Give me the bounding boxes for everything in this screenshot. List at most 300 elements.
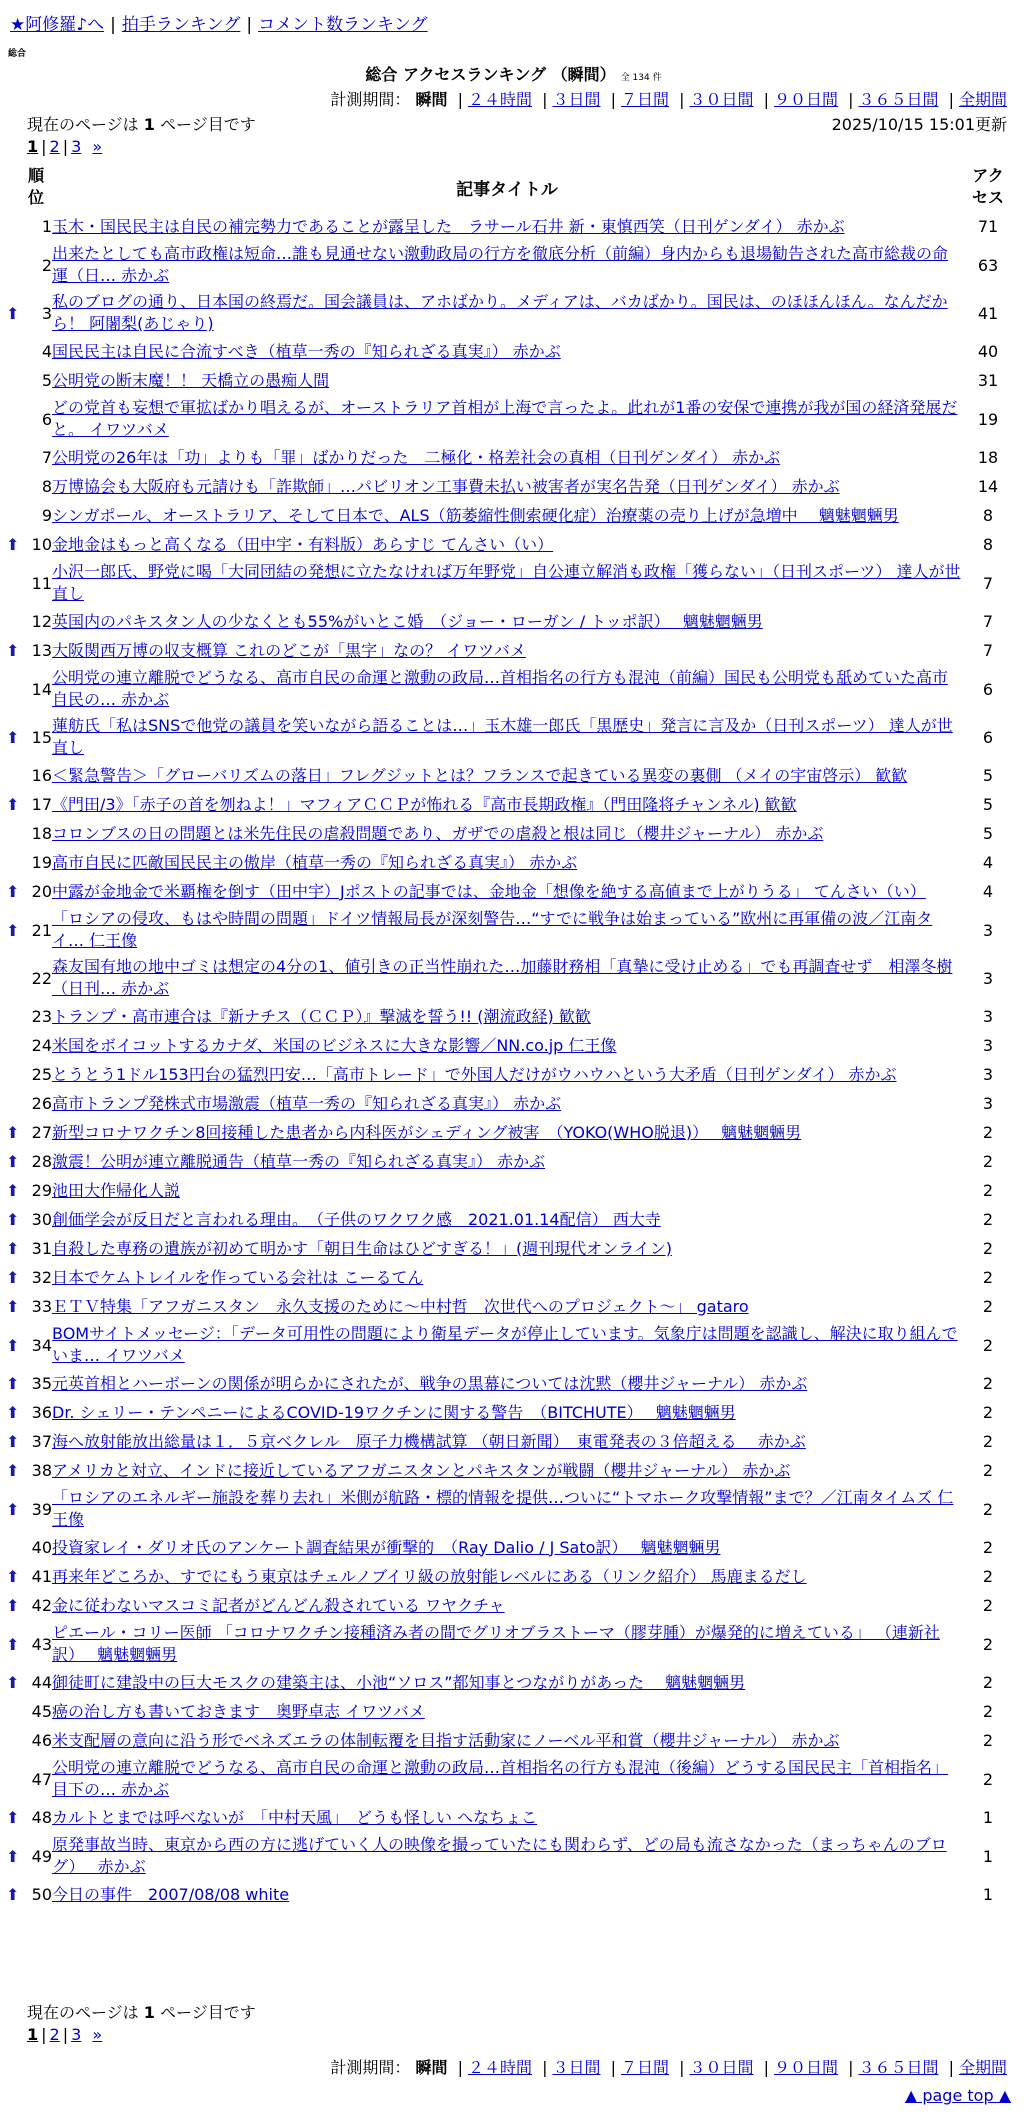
rank-up-arrow-icon: ⬆ bbox=[6, 1885, 20, 1904]
access-count: 3 bbox=[982, 1007, 994, 1026]
rank-change-cell bbox=[6, 1620, 20, 1668]
table-row bbox=[6, 443, 1014, 472]
period-link-30d[interactable]: ３０日間 bbox=[689, 90, 754, 109]
article-title-link[interactable]: カルトとまでは呼べないが 「中村天風」 どうも怪しい へなちょこ bbox=[52, 1807, 538, 1827]
rank-change-cell bbox=[6, 1533, 20, 1562]
period-link-90d[interactable]: ９０日間 bbox=[773, 90, 838, 109]
rank-number: 7 bbox=[41, 448, 52, 467]
article-title-link[interactable]: Dr. シェリー・テンペニーによるCOVID-19ワクチンに関する警告 （BITCHUTE） 魑魅魍魎男 bbox=[52, 1402, 736, 1422]
article-title-link[interactable]: 玉木・国民民主は自民の補完勢力であることが露呈した ラサール石井 新・東慎西笑（日刊ゲンダイ） 赤かぶ bbox=[52, 216, 845, 236]
rank-change-cell bbox=[6, 1263, 20, 1292]
rank-change-cell bbox=[6, 1321, 20, 1369]
article-title-link[interactable]: どの党首も妄想で軍拡ばかり唱えるが、オーストラリア首相が上海で言ったよ。此れが1番の安保で連携が我が国の経済発展だと。 イワツバメ bbox=[52, 398, 958, 439]
table-row bbox=[6, 337, 1014, 366]
table-row bbox=[6, 1369, 1014, 1398]
article-title-link[interactable]: ピエール・コリー医師 「コロナワクチン接種済み者の間でグリオブラストーマ（膠芽腫）が爆発的に増えている」 （連新社訳） 魑魅魍魎男 bbox=[52, 1623, 940, 1664]
rank-number: 12 bbox=[31, 612, 52, 631]
rank-change-cell bbox=[6, 559, 20, 607]
article-title-cell bbox=[52, 241, 962, 289]
rank-number: 50 bbox=[31, 1885, 52, 1904]
table-row bbox=[6, 395, 1014, 443]
rank-number: 35 bbox=[31, 1374, 52, 1393]
table-row bbox=[6, 1292, 1014, 1321]
article-title-link[interactable]: 森友国有地の地中ゴミは想定の4分の1、値引きの正当性崩れた…加藤財務相「真摯に受け止める」でも再調査せず 相澤冬樹（日刊… 赤かぶ bbox=[52, 957, 953, 998]
article-title-cell bbox=[52, 1118, 962, 1147]
article-title-cell bbox=[52, 1292, 962, 1321]
article-title-link[interactable]: 国民民主は自民に合流すべき（植草一秀の『知られざる真実』） 赤かぶ bbox=[52, 341, 561, 361]
rank-up-arrow-icon: ⬆ bbox=[6, 1152, 20, 1171]
article-title-link[interactable]: 自殺した専務の遺族が初めて明かす「朝日生命はひどすぎる！」(週刊現代オンライン) bbox=[52, 1238, 673, 1258]
period-selector-bottom: 計測期間： 瞬間 | ２４時間 | ３日間 | ７日間 | ３０日間 | ９０日間 | ３６５日間 | 全期間 bbox=[330, 2058, 1007, 2077]
table-row bbox=[6, 1697, 1014, 1726]
pager-next[interactable]: » bbox=[92, 137, 103, 156]
period-link-3d[interactable]: ３日間 bbox=[552, 90, 601, 109]
rank-up-arrow-icon: ⬆ bbox=[6, 1239, 20, 1258]
period-link-7d[interactable]: ７日間 bbox=[620, 2058, 669, 2077]
rank-number: 24 bbox=[31, 1036, 52, 1055]
access-count: 6 bbox=[982, 679, 994, 699]
rank-number: 46 bbox=[31, 1731, 52, 1750]
article-title-link[interactable]: 英国内のパキスタン人の少なくとも55%がいとこ婚 （ジョー・ローガン / トッポ訳） 魑魅魍魎男 bbox=[52, 611, 763, 631]
rank-up-arrow-icon: ⬆ bbox=[6, 1268, 20, 1287]
article-title-link[interactable]: 原発事故当時、東京から西の方に逃げていく人の映像を撮っていたにも関わらず、どの局も流さなかった（まっちゃんのブログ） 赤かぶ bbox=[52, 1835, 947, 1876]
article-title-link[interactable]: 蓮舫氏「私はSNSで他党の議員を笑いながら語ることは…」玉木雄一郎氏「黒歴史」発言に言及か（日刊スポーツ） 達人が世直し bbox=[52, 716, 953, 757]
article-title-cell bbox=[52, 1427, 962, 1456]
article-title-cell bbox=[52, 1726, 962, 1755]
table-row bbox=[6, 877, 1014, 906]
rank-number: 4 bbox=[41, 342, 52, 361]
article-title-link[interactable]: 新型コロナワクチン8回接種した患者から内科医がシェディング被害 （YOKO(WHO脱退)） 魑魅魍魎男 bbox=[52, 1122, 802, 1142]
table-row bbox=[6, 713, 1014, 761]
rank-change-cell bbox=[6, 1060, 20, 1089]
table-row bbox=[6, 607, 1014, 636]
ranking-heading bbox=[0, 62, 1027, 85]
table-row bbox=[6, 1755, 1014, 1803]
rank-change-cell bbox=[6, 790, 20, 819]
total-count: 全 134 件 bbox=[620, 73, 662, 83]
rank-change-cell bbox=[6, 366, 20, 395]
access-count: 2 bbox=[982, 1499, 994, 1519]
article-title-cell bbox=[52, 1234, 962, 1263]
rank-change-cell bbox=[6, 1176, 20, 1205]
rank-change-cell bbox=[6, 395, 20, 443]
access-count: 3 bbox=[982, 1036, 994, 1055]
rank-change-cell bbox=[6, 1668, 20, 1697]
rank-number: 8 bbox=[41, 477, 52, 496]
period-link-all[interactable]: 全期間 bbox=[958, 2058, 1007, 2077]
period-link-30d[interactable]: ３０日間 bbox=[689, 2058, 754, 2077]
rank-up-arrow-icon: ⬆ bbox=[6, 1596, 20, 1615]
page-top-link[interactable]: ▲ page top ▲ bbox=[904, 2086, 1011, 2105]
pager-link-3[interactable]: 3 bbox=[71, 2025, 82, 2044]
rank-number: 14 bbox=[31, 679, 52, 699]
article-title-cell bbox=[52, 1369, 962, 1398]
pager-link-3[interactable]: 3 bbox=[71, 137, 82, 156]
article-title-cell bbox=[52, 1263, 962, 1292]
rank-number: 44 bbox=[31, 1673, 52, 1692]
table-row bbox=[6, 1668, 1014, 1697]
table-row bbox=[6, 241, 1014, 289]
access-count: 71 bbox=[977, 217, 999, 236]
rank-number: 13 bbox=[31, 641, 52, 660]
rank-number: 48 bbox=[31, 1808, 52, 1827]
current-page-pre: 現在のページは bbox=[27, 2003, 144, 2022]
period-link-7d[interactable]: ７日間 bbox=[620, 90, 669, 109]
rank-number: 23 bbox=[31, 1007, 52, 1026]
ranking-table bbox=[6, 162, 1014, 1909]
rank-change-cell bbox=[6, 289, 20, 337]
article-title-link[interactable]: シンガポール、オーストラリア、そして日本で、ALS（筋萎縮性側索硬化症）治療薬の売り上げが急増中 魑魅魍魎男 bbox=[52, 505, 899, 525]
rank-number: 21 bbox=[31, 920, 52, 940]
article-title-link[interactable]: 海へ放射能放出総量は１．５京ベクレル 原子力機構試算 （朝日新聞） 東電発表の３倍超える 赤かぶ bbox=[52, 1431, 806, 1451]
access-count: 2 bbox=[982, 1673, 994, 1692]
article-title-cell bbox=[52, 1620, 962, 1668]
rank-change-cell bbox=[6, 1205, 20, 1234]
article-title-link[interactable]: 日本でケムトレイルを作っている会社は こーるてん bbox=[52, 1267, 424, 1287]
pager-link-2[interactable]: 2 bbox=[49, 2025, 60, 2044]
table-row bbox=[6, 790, 1014, 819]
rank-change-cell bbox=[6, 954, 20, 1002]
rank-change-cell bbox=[6, 848, 20, 877]
article-title-link[interactable]: 創価学会が反日だと言われる理由。 （子供のワクワク感 2021.01.14配信） 西大寺 bbox=[52, 1209, 661, 1229]
rank-change-cell bbox=[6, 530, 20, 559]
rank-change-cell bbox=[6, 1755, 20, 1803]
table-row bbox=[6, 472, 1014, 501]
rank-change-cell bbox=[6, 1002, 20, 1031]
rank-number: 49 bbox=[31, 1846, 52, 1866]
article-title-cell bbox=[52, 1755, 962, 1803]
comment-ranking-link[interactable]: コメント数ランキング bbox=[258, 15, 428, 35]
home-link[interactable]: ★阿修羅♪へ bbox=[10, 15, 105, 35]
rank-change-cell bbox=[6, 607, 20, 636]
article-title-link[interactable]: 金地金はもっと高くなる（田中宇・有料版）あらすじ てんさい（い） bbox=[52, 534, 554, 554]
article-title-cell bbox=[52, 1697, 962, 1726]
rank-number: 47 bbox=[31, 1769, 52, 1789]
article-title-link[interactable]: 御徒町に建設中の巨大モスクの建築主は、小池“ソロス”都知事とつながりがあった 魑魅魍魎男 bbox=[52, 1672, 746, 1692]
access-count: 63 bbox=[977, 255, 999, 275]
article-title-link[interactable]: BOMサイトメッセージ：「データ可用性の問題により衛星データが停止しています。気象庁は問題を認識し、解決に取り組んでいま… イワツバメ bbox=[52, 1324, 958, 1365]
rank-change-cell bbox=[6, 877, 20, 906]
rank-number: 34 bbox=[31, 1335, 52, 1355]
rank-number: 17 bbox=[31, 795, 52, 814]
rank-number: 26 bbox=[31, 1094, 52, 1113]
rank-change-cell bbox=[6, 1089, 20, 1118]
period-current: 瞬間 bbox=[415, 2058, 448, 2077]
table-row bbox=[6, 1533, 1014, 1562]
article-title-link[interactable]: ＜緊急警告＞「グローバリズムの落日」フレグジットとは？フランスで起きている異変の裏側 （メイの宇宙啓示） 歓歓 bbox=[52, 765, 908, 785]
rank-number: 37 bbox=[31, 1432, 52, 1451]
table-row bbox=[6, 1803, 1014, 1832]
access-count: 2 bbox=[982, 1731, 994, 1750]
current-page-text-bottom bbox=[27, 2000, 256, 2023]
article-title-link[interactable]: 公明党の連立離脱でどうなる、高市自民の命運と激動の政局…首相指名の行方も混沌（前編）国民も公明党も舐めていた高市自民の… 赤かぶ bbox=[52, 668, 949, 709]
article-title-cell bbox=[52, 1205, 962, 1234]
table-row bbox=[6, 1031, 1014, 1060]
rank-number: 9 bbox=[41, 506, 52, 525]
access-count: 3 bbox=[982, 1065, 994, 1084]
rank-change-cell bbox=[6, 1118, 20, 1147]
article-title-link[interactable]: アメリカと対立、インドに接近しているアフガニスタンとパキスタンが戦闘（櫻井ジャーナル） 赤かぶ bbox=[52, 1460, 791, 1480]
article-title-link[interactable]: 投資家レイ・ダリオ氏のアンケート調査結果が衝撃的 （Ray Dalio / J Sato訳） 魑魅魍魎男 bbox=[52, 1537, 721, 1557]
rank-change-cell bbox=[6, 906, 20, 954]
article-title-link[interactable]: 高市自民に匹敵国民民主の傲岸（植草一秀の『知られざる真実』） 赤かぶ bbox=[52, 852, 578, 872]
period-link-24h[interactable]: ２４時間 bbox=[467, 2058, 532, 2077]
access-count: 2 bbox=[982, 1596, 994, 1615]
rank-number: 3 bbox=[41, 303, 52, 323]
rank-number: 11 bbox=[31, 573, 52, 593]
article-title-link[interactable]: トランプ・高市連合は『新ナチス（ＣＣＰ）』撃滅を誓う!! (潮流政経) 歓歓 bbox=[52, 1006, 591, 1026]
article-title-cell bbox=[52, 443, 962, 472]
article-title-cell bbox=[52, 1321, 962, 1369]
access-count: 4 bbox=[982, 853, 994, 872]
rank-number: 41 bbox=[31, 1567, 52, 1586]
rank-up-arrow-icon: ⬆ bbox=[6, 1432, 20, 1451]
article-title-link[interactable]: 高市トランプ発株式市場激震（植草一秀の『知られざる真実』） 赤かぶ bbox=[52, 1093, 562, 1113]
table-row bbox=[6, 1176, 1014, 1205]
rank-number: 10 bbox=[31, 535, 52, 554]
table-row bbox=[6, 819, 1014, 848]
rank-change-cell bbox=[6, 761, 20, 790]
article-title-cell bbox=[52, 1668, 962, 1697]
access-count: 3 bbox=[982, 920, 994, 940]
article-title-link[interactable]: 《門田/3》「赤子の首を刎ねよ！」マフィアＣＣＰが怖れる『高市長期政権』（門田隆将チャンネル) 歓歓 bbox=[52, 794, 797, 814]
rank-change-cell bbox=[6, 1880, 20, 1909]
rank-number: 16 bbox=[31, 766, 52, 785]
table-row bbox=[6, 1427, 1014, 1456]
article-title-cell bbox=[52, 906, 962, 954]
rank-change-cell bbox=[6, 1234, 20, 1263]
rank-number: 28 bbox=[31, 1152, 52, 1171]
table-row bbox=[6, 1089, 1014, 1118]
rank-up-arrow-icon: ⬆ bbox=[6, 1808, 20, 1827]
article-title-link[interactable]: 私のブログの通り、日本国の終焉だ。国会議員は、アホばかり。メディアは、バカばかり。国民は、のほほんほん。なんだから！ 阿闍梨(あじゃり) bbox=[52, 292, 948, 333]
article-title-cell bbox=[52, 337, 962, 366]
access-count: 7 bbox=[982, 612, 994, 631]
current-page-text-top bbox=[27, 112, 256, 135]
article-title-cell bbox=[52, 848, 962, 877]
table-row bbox=[6, 1321, 1014, 1369]
article-title-link[interactable]: 米支配層の意向に沿う形でベネズエラの体制転覆を目指す活動家にノーベル平和賞（櫻井ジャーナル） 赤かぶ bbox=[52, 1730, 840, 1750]
article-title-link[interactable]: 万博協会も大阪府も元請けも「詐欺師」…パビリオン工事費未払い被害者が実名告発（日刊ゲンダイ） 赤かぶ bbox=[52, 476, 840, 496]
rank-change-cell bbox=[6, 636, 20, 665]
period-link-24h[interactable]: ２４時間 bbox=[467, 90, 532, 109]
rank-up-arrow-icon: ⬆ bbox=[6, 1403, 20, 1422]
rank-change-cell bbox=[6, 241, 20, 289]
table-row bbox=[6, 906, 1014, 954]
article-title-link[interactable]: 公明党の断末魔！！ 天橋立の愚痴人間 bbox=[52, 370, 330, 390]
table-row bbox=[6, 1591, 1014, 1620]
rank-up-arrow-icon: ⬆ bbox=[6, 1181, 20, 1200]
article-title-cell bbox=[52, 530, 962, 559]
article-title-cell bbox=[52, 1832, 962, 1880]
table-row bbox=[6, 1880, 1014, 1909]
access-count: 6 bbox=[982, 727, 994, 747]
article-title-cell bbox=[52, 1398, 962, 1427]
rank-change-cell bbox=[6, 1147, 20, 1176]
table-row bbox=[6, 1456, 1014, 1485]
rank-up-arrow-icon: ⬆ bbox=[6, 1297, 20, 1316]
header-access: アクセス bbox=[971, 166, 1004, 207]
access-count: 2 bbox=[982, 1403, 994, 1422]
access-count: 40 bbox=[977, 342, 999, 361]
article-title-cell bbox=[52, 713, 962, 761]
table-row bbox=[6, 848, 1014, 877]
article-title-link[interactable]: 激震！公明が連立離脱通告（植草一秀の『知られざる真実』） 赤かぶ bbox=[52, 1151, 546, 1171]
rank-number: 25 bbox=[31, 1065, 52, 1084]
access-count: 5 bbox=[982, 795, 994, 814]
rank-number: 30 bbox=[31, 1210, 52, 1229]
updated-timestamp: 2025/10/15 15:01更新 bbox=[831, 115, 1007, 134]
article-title-link[interactable]: 元英首相とハーボーンの関係が明らかにされたが、戦争の黒幕については沈黙（櫻井ジャーナル） 赤かぶ bbox=[52, 1373, 808, 1393]
table-row bbox=[6, 530, 1014, 559]
table-row bbox=[6, 289, 1014, 337]
article-title-cell bbox=[52, 289, 962, 337]
table-row bbox=[6, 212, 1014, 241]
current-page-post: ページ目です bbox=[154, 2003, 256, 2022]
access-count: 2 bbox=[982, 1268, 994, 1287]
access-count: 2 bbox=[982, 1335, 994, 1355]
article-title-link[interactable]: 再来年どころか、すでにもう東京はチェルノブイリ級の放射能レベルにある（リンク紹介） 馬鹿まるだし bbox=[52, 1566, 807, 1586]
period-link-all[interactable]: 全期間 bbox=[958, 90, 1007, 109]
article-title-link[interactable]: 池田大作帰化人説 bbox=[52, 1180, 181, 1200]
rank-number: 40 bbox=[31, 1538, 52, 1557]
article-title-link[interactable]: 公明党の26年は「功」よりも「罪」ばかりだった 二極化・格差社会の真相（日刊ゲンダイ） 赤かぶ bbox=[52, 447, 781, 467]
article-title-cell bbox=[52, 1880, 962, 1909]
article-title-link[interactable]: コロンブスの日の問題とは米先住民の虐殺問題であり、ガザでの虐殺と根は同じ（櫻井ジャーナル） 赤かぶ bbox=[52, 823, 824, 843]
rank-number: 27 bbox=[31, 1123, 52, 1142]
rank-change-cell bbox=[6, 472, 20, 501]
article-title-link[interactable]: ＥＴＶ特集「アフガニスタン 永久支援のために～中村哲 次世代へのプロジェクト～」 gataro bbox=[52, 1296, 749, 1316]
table-row bbox=[6, 1060, 1014, 1089]
rank-change-cell bbox=[6, 212, 20, 241]
pager-current: 1 bbox=[27, 2025, 39, 2044]
access-count: 2 bbox=[982, 1702, 994, 1721]
rank-change-cell bbox=[6, 1803, 20, 1832]
category-tag: 総合 bbox=[8, 49, 27, 59]
access-count: 5 bbox=[982, 824, 994, 843]
rank-change-cell bbox=[6, 1697, 20, 1726]
article-title-cell bbox=[52, 1456, 962, 1485]
access-count: 2 bbox=[982, 1567, 994, 1586]
rank-number: 19 bbox=[31, 853, 52, 872]
rank-up-arrow-icon: ⬆ bbox=[6, 1567, 20, 1586]
table-row bbox=[6, 501, 1014, 530]
article-title-cell bbox=[52, 819, 962, 848]
rank-change-cell bbox=[6, 1369, 20, 1398]
access-count: 2 bbox=[982, 1123, 994, 1142]
rank-change-cell bbox=[6, 1427, 20, 1456]
access-count: 18 bbox=[977, 448, 999, 467]
rank-number: 31 bbox=[31, 1239, 52, 1258]
access-count: 5 bbox=[982, 766, 994, 785]
rank-change-cell bbox=[6, 501, 20, 530]
table-row bbox=[6, 636, 1014, 665]
rank-change-cell bbox=[6, 1726, 20, 1755]
access-count: 1 bbox=[982, 1846, 994, 1866]
article-title-link[interactable]: とうとう1ドル153円台の猛烈円安…「高市トレード」で外国人だけがウハウハという大矛盾（日刊ゲンダイ） 赤かぶ bbox=[52, 1064, 897, 1084]
article-title-cell bbox=[52, 472, 962, 501]
rank-up-arrow-icon: ⬆ bbox=[6, 1461, 20, 1480]
rank-number: 45 bbox=[31, 1702, 52, 1721]
rank-change-cell bbox=[6, 713, 20, 761]
article-title-cell bbox=[52, 1176, 962, 1205]
article-title-cell bbox=[52, 366, 962, 395]
article-title-link[interactable]: 米国をボイコットするカナダ、米国のビジネスに大きな影響／NN.co.jp 仁王像 bbox=[52, 1035, 617, 1055]
pager-current: 1 bbox=[27, 137, 39, 156]
access-count: 1 bbox=[982, 1885, 994, 1904]
pager-link-2[interactable]: 2 bbox=[49, 137, 60, 156]
rank-number: 1 bbox=[41, 217, 52, 236]
period-link-3d[interactable]: ３日間 bbox=[552, 2058, 601, 2077]
article-title-link[interactable]: 癌の治し方も書いておきます 奥野卓志 イワツバメ bbox=[52, 1701, 425, 1721]
article-title-link[interactable]: 出来たとしても高市政権は短命…誰も見通せない激動政局の行方を徹底分析（前編）身内からも退場勧告された高市総裁の命運（日… 赤かぶ bbox=[52, 244, 949, 285]
article-title-link[interactable]: 公明党の連立離脱でどうなる、高市自民の命運と激動の政局…首相指名の行方も混沌（後編）どうする国民民主「首相指名」目下の… 赤かぶ bbox=[52, 1758, 949, 1799]
article-title-link[interactable]: 金に従わないマスコミ記者がどんどん殺されている ワヤクチャ bbox=[52, 1595, 505, 1615]
period-link-365d[interactable]: ３６５日間 bbox=[858, 90, 939, 109]
access-count: 3 bbox=[982, 1094, 994, 1113]
access-count: 8 bbox=[982, 506, 994, 525]
table-row bbox=[6, 1002, 1014, 1031]
access-count: 2 bbox=[982, 1297, 994, 1316]
rank-up-arrow-icon: ⬆ bbox=[6, 303, 20, 323]
article-title-link[interactable]: 大阪関西万博の収支概算 これのどこが「黒字」なの？ イワツバメ bbox=[52, 640, 526, 660]
article-title-link[interactable]: 「ロシアの侵攻、もはや時間の問題」ドイツ情報局長が深刻警告…“すでに戦争は始まっている”欧州に再軍備の波／江南タイ… 仁王像 bbox=[52, 909, 933, 950]
rank-up-arrow-icon: ⬆ bbox=[6, 920, 20, 940]
article-title-cell bbox=[52, 636, 962, 665]
article-title-cell bbox=[52, 790, 962, 819]
table-row bbox=[6, 1118, 1014, 1147]
period-label: 計測期間： bbox=[330, 2058, 411, 2077]
current-page-num: 1 bbox=[143, 2003, 155, 2022]
table-row bbox=[6, 1398, 1014, 1427]
period-link-365d[interactable]: ３６５日間 bbox=[858, 2058, 939, 2077]
article-title-link[interactable]: 今日の事件 2007/08/08 white bbox=[52, 1884, 290, 1904]
rank-up-arrow-icon: ⬆ bbox=[6, 641, 20, 660]
rank-number: 5 bbox=[41, 371, 52, 390]
access-count: 2 bbox=[982, 1461, 994, 1480]
article-title-cell bbox=[52, 395, 962, 443]
rank-up-arrow-icon: ⬆ bbox=[6, 1846, 20, 1866]
rank-change-cell bbox=[6, 1485, 20, 1533]
rank-up-arrow-icon: ⬆ bbox=[6, 1210, 20, 1229]
article-title-link[interactable]: 小沢一郎氏、野党に喝「大同団結の発想に立たなければ万年野党」自公連立解消も政権「獲らない」（日刊スポーツ） 達人が世直し bbox=[52, 562, 961, 603]
rank-up-arrow-icon: ⬆ bbox=[6, 1499, 20, 1519]
article-title-link[interactable]: 「ロシアのエネルギー施設を葬り去れ」米側が航路・標的情報を提供…ついに“トマホーク攻撃情報”まで？／江南タイムズ 仁王像 bbox=[52, 1488, 954, 1529]
current-page-pre: 現在のページは bbox=[27, 115, 144, 134]
pager-next[interactable]: » bbox=[92, 2025, 103, 2044]
period-link-90d[interactable]: ９０日間 bbox=[773, 2058, 838, 2077]
article-title-cell bbox=[52, 1485, 962, 1533]
rank-number: 2 bbox=[41, 255, 52, 275]
header-title: 記事タイトル bbox=[456, 179, 558, 200]
clap-ranking-link[interactable]: 拍手ランキング bbox=[121, 15, 241, 35]
article-title-cell bbox=[52, 1089, 962, 1118]
rank-number: 20 bbox=[31, 882, 52, 901]
table-row bbox=[6, 761, 1014, 790]
article-title-cell bbox=[52, 1002, 962, 1031]
rank-change-cell bbox=[6, 1031, 20, 1060]
current-page-post: ページ目です bbox=[154, 115, 256, 134]
period-current: 瞬間 bbox=[415, 90, 448, 109]
article-title-cell bbox=[52, 1031, 962, 1060]
table-row bbox=[6, 1832, 1014, 1880]
article-title-cell bbox=[52, 877, 962, 906]
rank-up-arrow-icon: ⬆ bbox=[6, 1634, 20, 1654]
rank-number: 32 bbox=[31, 1268, 52, 1287]
article-title-link[interactable]: 中露が金地金で米覇権を倒す（田中宇）Jポストの記事では、金地金「想像を絶する高値まで上がりうる」 てんさい（い） bbox=[52, 881, 926, 901]
rank-number: 43 bbox=[31, 1634, 52, 1654]
rank-number: 38 bbox=[31, 1461, 52, 1480]
